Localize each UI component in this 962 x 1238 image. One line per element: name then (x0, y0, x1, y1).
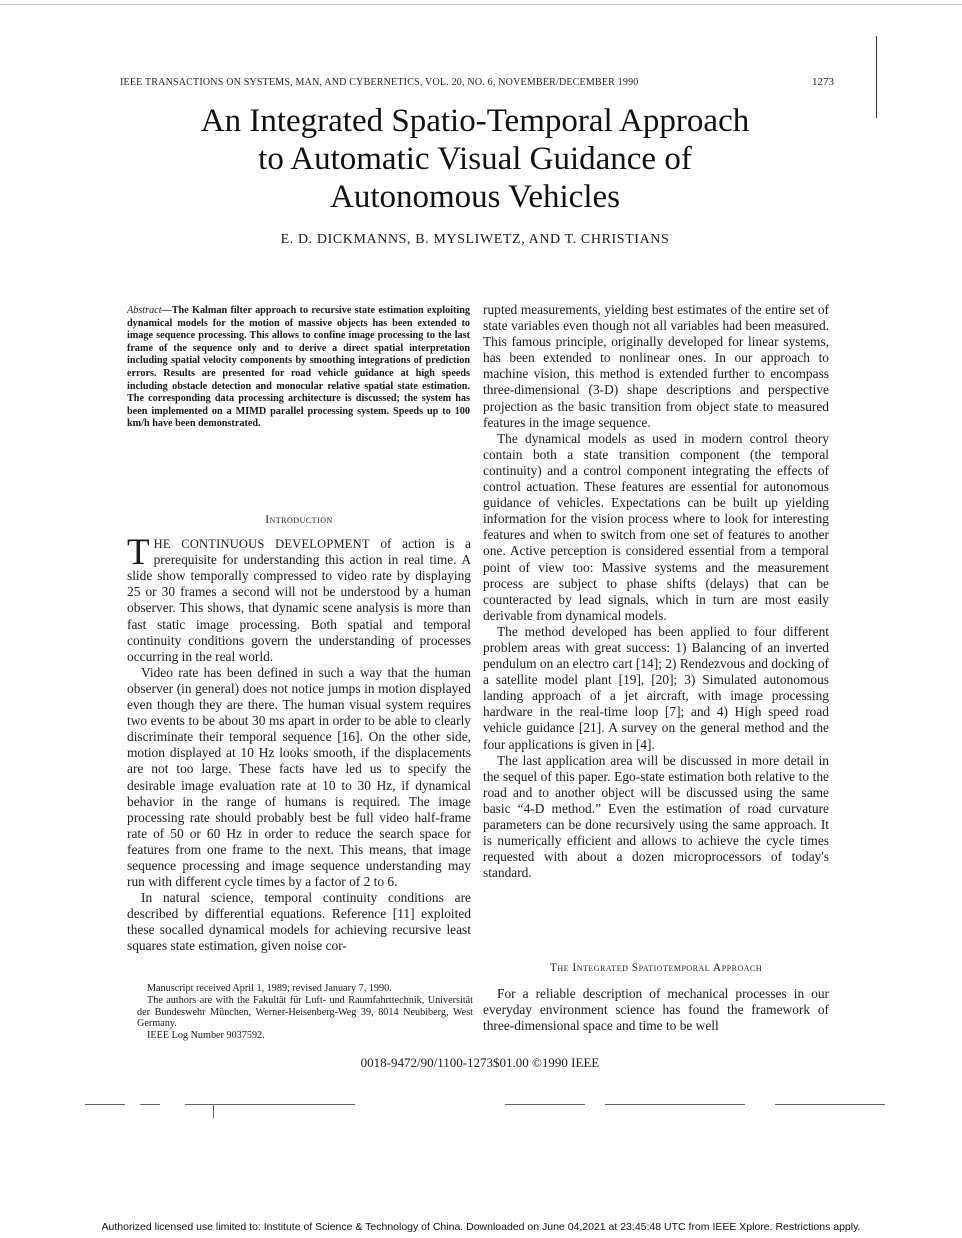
scan-bottom-lines (85, 1104, 885, 1124)
footnote-log-number: IEEE Log Number 9037592. (147, 1030, 265, 1042)
footnote-received: Manuscript received April 1, 1989; revised January 7, 1990. (147, 983, 392, 994)
footnote (137, 983, 473, 1042)
section-paragraph: For a reliable description of mechanical processes in our everyday environment science has found the framework of three-dimensional space and time to be well (483, 986, 829, 1034)
introduction-heading: Introduction (265, 514, 333, 526)
intro-paragraph-1 (127, 532, 471, 665)
title-line: An Integrated Spatio-Temporal Approach (200, 103, 750, 139)
title-line: Autonomous Vehicles (330, 179, 620, 215)
abstract (127, 305, 470, 431)
section-heading: The Integrated Spatiotemporal Approach (549, 962, 763, 974)
scan-margin-mark (876, 36, 877, 118)
intro-first-words: HE CONTINUOUS DEVELOPMENT (153, 537, 370, 552)
intro-paragraph-1-text: of action is a prerequisite for understanding this action in real time. A slide show temporally compressed to video rate by displaying 25 or 30 frames a second will not be understood by a human observer. This shows, that dynamic scene analysis is more than fast static image processing. Both spatial and temporal continuity conditions govern the understanding of processes occurring in the real world. (127, 536, 471, 664)
drop-cap: T (127, 532, 150, 574)
author-list: E. D. DICKMANNS, B. MYSLIWETZ, AND T. CHRISTIANS (280, 232, 670, 247)
paper-title (110, 102, 840, 216)
abstract-text: —The Kalman filter approach to recursive state estimation exploiting dynamical models for the motion of massive objects has been extended to image sequence processing. This allows to confine image processing to the last frame of the sequence only and to derive a direct spatial interpretation including spatial velocity components by smoothing integrations of prediction errors. Results are presented for road vehicle guidance at high speeds including obstacle detection and monocular relative spatial state estimation. The corresponding data processing architecture is discussed; the system has been implemented on a MIMD parallel processing system. Speeds up to 100 km/h have been demonstrated. (127, 305, 470, 430)
intro-paragraph-2: Video rate has been defined in such a way that the human observer (in general) does not notice jumps in motion displayed even though they are there. The human visual system requires two events to be about 30 ms apart in order to be able to clearly discriminate their temporal sequence [16]. On the other side, motion displayed at 10 Hz looks smooth, if the displacements are not too large. These facts have led us to specify the desirable image evaluation rate at 10 to 30 Hz, if dynamical behavior in the range of humans is required. The image processing rate should probably best be full video half-frame rate of 50 or 60 Hz in order to reduce the search space for features from one frame to the next. This means, that image sequence processing and image sequence understanding may run with different cycle times by a factor of 2 to 6. (127, 664, 471, 890)
top-scan-line (0, 4, 962, 5)
right-paragraph-1: rupted measurements, yielding best estimates of the entire set of state variables even though not all variables had been measured. This famous principle, originally developed for linear systems, has been extended to nonlinear ones. In our approach to machine vision, this method is extended further to encompass three-dimensional (3-D) shape descriptions and perspective projection as the basic transition from object state to measured features in the image sequence. (483, 302, 829, 430)
right-column-section (483, 962, 829, 1034)
left-column (127, 512, 471, 955)
title-line: to Automatic Visual Guidance of (258, 141, 692, 177)
page-number: 1273 (812, 76, 834, 88)
intro-paragraph-3: In natural science, temporal continuity conditions are described by differential equations. Reference [11] exploited these socalled dynamical models for achieving recursive least squares state estimation, given noise cor- (127, 890, 471, 954)
right-paragraph-4: The last application area will be discussed in more detail in the sequel of this paper. Ego-state estimation both relative to the road and to another object will be discussed using the same basic “4-D method.” Even the estimation of road curvature parameters can be done recursively using the same approach. It is numerically efficient and allows to achieve the cycle times requested with about a dozen microprocessors of today's standard. (483, 752, 829, 881)
copyright-line: 0018-9472/90/1100-1273$01.00 ©1990 IEEE (360, 1055, 600, 1070)
license-notice: Authorized licensed use limited to: Institute of Science & Technology of China. Downloaded on June 04,2021 at 23:45:48 UTC from IEEE Xplore. Restrictions apply. (101, 1221, 861, 1233)
right-paragraph-2: The dynamical models as used in modern control theory contain both a state transition component (the temporal continuity) and a control component integrating the effects of control actuation. These features are essential for autonomous guidance of vehicles. Expectations can be built up yielding information for the vision process where to look for interesting features and when to switch from one set of features to another one. Active perception is considered essential from a temporal point of view too: Massive systems and the measurement process are subject to phase shifts (delays) that can be counteracted by lead signals, which in turn are most easily derivable from dynamical models. (483, 430, 829, 623)
running-header: IEEE TRANSACTIONS ON SYSTEMS, MAN, AND CYBERNETICS, VOL. 20, NO. 6, NOVEMBER/DECEMBER 1990 (120, 77, 639, 88)
right-column (483, 302, 829, 881)
abstract-label: Abstract (127, 305, 162, 316)
right-paragraph-3: The method developed has been applied to four different problem areas with great success: 1) Balancing of an inverted pendulum on an electro cart [14]; 2) Rendezvous and docking of a satellite model plant [19], [20]; 3) Simulated autonomous landing approach of a jet aircraft, with image processing hardware in the real-time loop [7]; and 4) High speed road vehicle guidance [21]. A survey on the general method and the four applications is given in [4]. (483, 623, 829, 752)
footnote-affiliation: The authors are with the Fakultät für Luft- und Raumfahrttechnik, Universität der Bundeswehr München, Werner-Heisenberg-Weg 39, 8014 Neubiberg, West Germany. (137, 994, 473, 1030)
